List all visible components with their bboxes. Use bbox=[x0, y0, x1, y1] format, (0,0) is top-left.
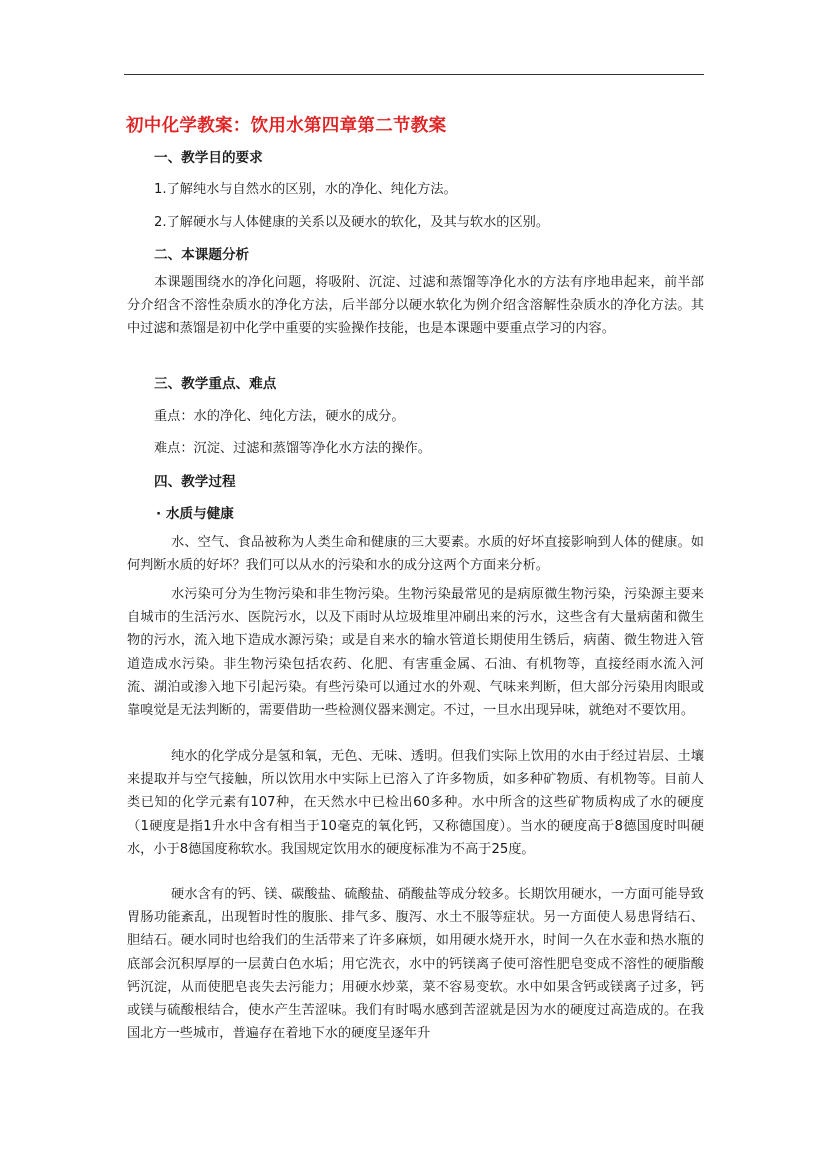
process-paragraph-4: 硬水含有的钙、镁、碳酸盐、硫酸盐、硝酸盐等成分较多。长期饮用硬水，一方面可能导致胃肠功能紊乱，出现暂时性的腹胀、排气多、腹泻、水土不服等症状。另一方面使人易患肾结石、胆结石。硬水同时也给我们的生活带来了许多麻烦，如用硬水烧开水，时间一久在水壶和热水瓶的底部会沉积厚厚的一层黄白色水垢；用它洗衣，水中的钙镁离子使可溶性肥皂变成不溶性的硬脂酸钙沉淀，从而使肥皂丧失去污能力；用硬水炒菜，菜不容易变软。水中如果含钙或镁离子过多，钙或镁与硫酸根结合，使水产生苦涩味。我们有时喝水感到苦涩就是因为水的硬度过高造成的。在我国北方一些城市，普遍存在着地下水的硬度呈逐年升 bbox=[127, 887, 704, 1042]
section-heading-objectives: 一、教学目的要求 bbox=[154, 150, 263, 166]
process-paragraph-3: 纯水的化学成分是氢和氧，无色、无味、透明。但我们实际上饮用的水由于经过岩层、土壤来提取并与空气接触，所以饮用水中实际上已溶入了许多物质，如多种矿物质、有机物等。目前人类已知的化学元素有107种，在天然水中已检出60多种。水中所含的这些矿物质构成了水的硬度（1硬度是指1升水中含有相当于10毫克的氧化钙，又称德国度）。当水的硬度高于8德国度时叫硬水，小于8德国度称软水。我国规定饮用水的硬度标准为不高于25度。 bbox=[127, 749, 704, 857]
difficulty-line: 难点：沉淀、过滤和蒸馏等净化水方法的操作。 bbox=[154, 441, 431, 456]
process-paragraph-2: 水污染可分为生物污染和非生物污染。生物污染最常见的是病原微生物污染，污染源主要来自城市的生活污水、医院污水，以及下雨时从垃圾堆里冲刷出来的污水，这些含有大量病菌和微生物的污水，流入地下造成水源污染；或是自来水的输水管道长期使用生锈后，病菌、微生物进入管道造成水污染。非生物污染包括农药、化肥、有害重金属、石油、有机物等，直接经雨水流入河流、湖泊或渗入地下引起污染。有些污染可以通过水的外观、气味来判断，但大部分污染用肉眼或靠嗅觉是无法判断的，需要借助一些检测仪器来测定。不过，一旦水出现异味，就绝对不要饮用。 bbox=[127, 587, 704, 719]
section-heading-process: 四、教学过程 bbox=[154, 474, 236, 490]
key-point-line: 重点：水的净化、纯化方法，硬水的成分。 bbox=[154, 409, 405, 424]
subheading-water-health: · 水质与健康 bbox=[156, 506, 234, 522]
document-title: 初中化学教案：饮用水第四章第二节教案 bbox=[126, 116, 447, 136]
header-rule bbox=[124, 74, 704, 75]
section-heading-analysis: 二、本课题分析 bbox=[154, 247, 250, 263]
section-heading-key-points: 三、教学重点、难点 bbox=[154, 376, 277, 392]
objective-item-2: 2.了解硬水与人体健康的关系以及硬水的软化，及其与软水的区别。 bbox=[154, 215, 550, 230]
process-paragraph-1: 水、空气、食品被称为人类生命和健康的三大要素。水质的好坏直接影响到人体的健康。如何判断水质的好坏？我们可以从水的污染和水的成分这两个方面来分析。 bbox=[127, 535, 704, 574]
analysis-paragraph: 本课题围绕水的净化问题，将吸附、沉淀、过滤和蒸馏等净化水的方法有序地串起来，前半部分介绍含不溶性杂质水的净化方法，后半部分以硬水软化为例介绍含溶解性杂质水的净化方法。其中过滤和蒸馏是初中化学中重要的实验操作技能，也是本课题中要重点学习的内容。 bbox=[127, 275, 704, 337]
objective-item-1: 1.了解纯水与自然水的区别，水的净化、纯化方法。 bbox=[154, 182, 457, 197]
